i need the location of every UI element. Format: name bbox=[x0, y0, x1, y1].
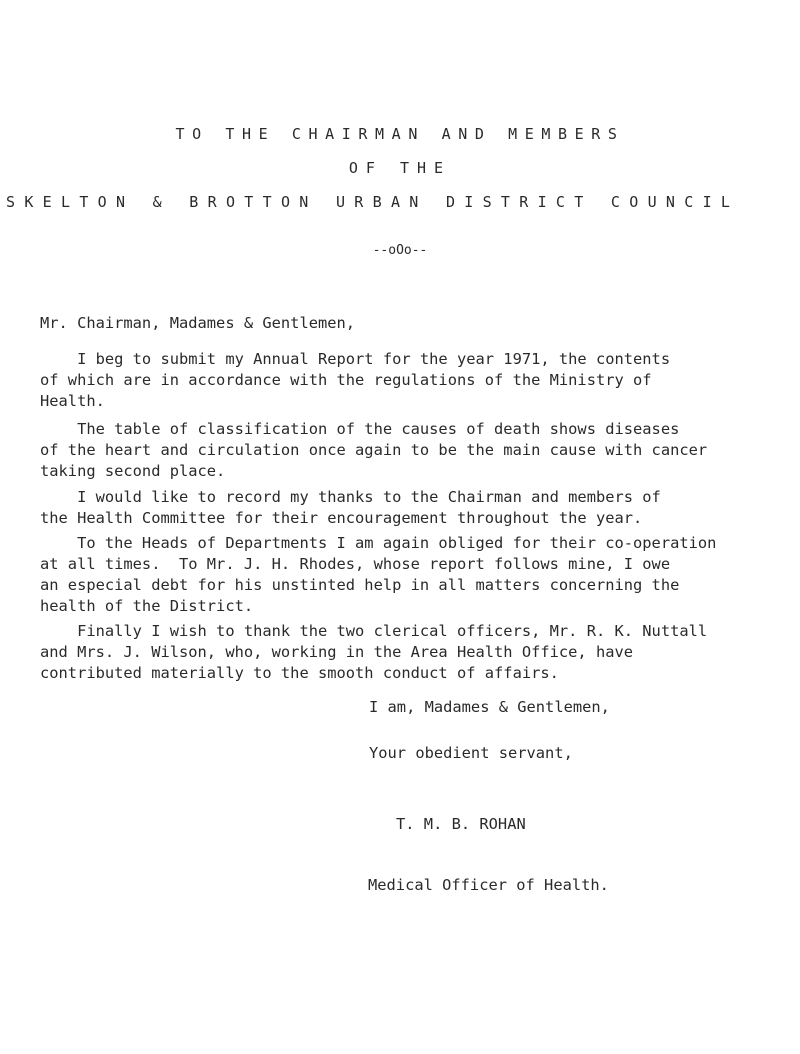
paragraph-clerical-officers: Finally I wish to thank the two clerical officers, Mr. R. K. Nuttall and Mrs. J. Wilson, who, working in the Area Health Office, have contributed materially to the smooth conduct of affairs. bbox=[40, 622, 708, 682]
paragraph-thanks-committee: I would like to record my thanks to the Chairman and members of the Health Committee for their encouragement throughout the year. bbox=[40, 488, 661, 527]
heading-line-2: OF THE bbox=[348, 159, 452, 177]
heading-line-3: SKELTON & BROTTON URBAN DISTRICT COUNCIL bbox=[6, 193, 740, 211]
paragraph-causes-of-death: The table of classification of the causes of death shows diseases of the heart and circulation once again to be the main cause with cancer taking second place. bbox=[40, 420, 708, 480]
salutation: Mr. Chairman, Madames & Gentlemen, bbox=[40, 314, 356, 332]
paragraph-heads-of-departments: To the Heads of Departments I am again obliged for their co-operation at all times. To Mr. J. H. Rhodes, whose report follows mine, I owe an especial debt for his unstinted help in all matters concerning the health of the District. bbox=[40, 534, 717, 615]
paragraph-annual-report: I beg to submit my Annual Report for the year 1971, the contents of which are in accordance with the regulations of the Ministry of Health. bbox=[40, 350, 671, 410]
signature-title: Medical Officer of Health. bbox=[368, 876, 609, 894]
closing-line: I am, Madames & Gentlemen, bbox=[369, 698, 610, 716]
signature-name: T. M. B. ROHAN bbox=[396, 815, 526, 833]
heading-line-1: TO THE CHAIRMAN AND MEMBERS bbox=[175, 125, 625, 143]
section-divider: --oOo-- bbox=[372, 243, 428, 258]
closing-servant: Your obedient servant, bbox=[369, 744, 573, 762]
